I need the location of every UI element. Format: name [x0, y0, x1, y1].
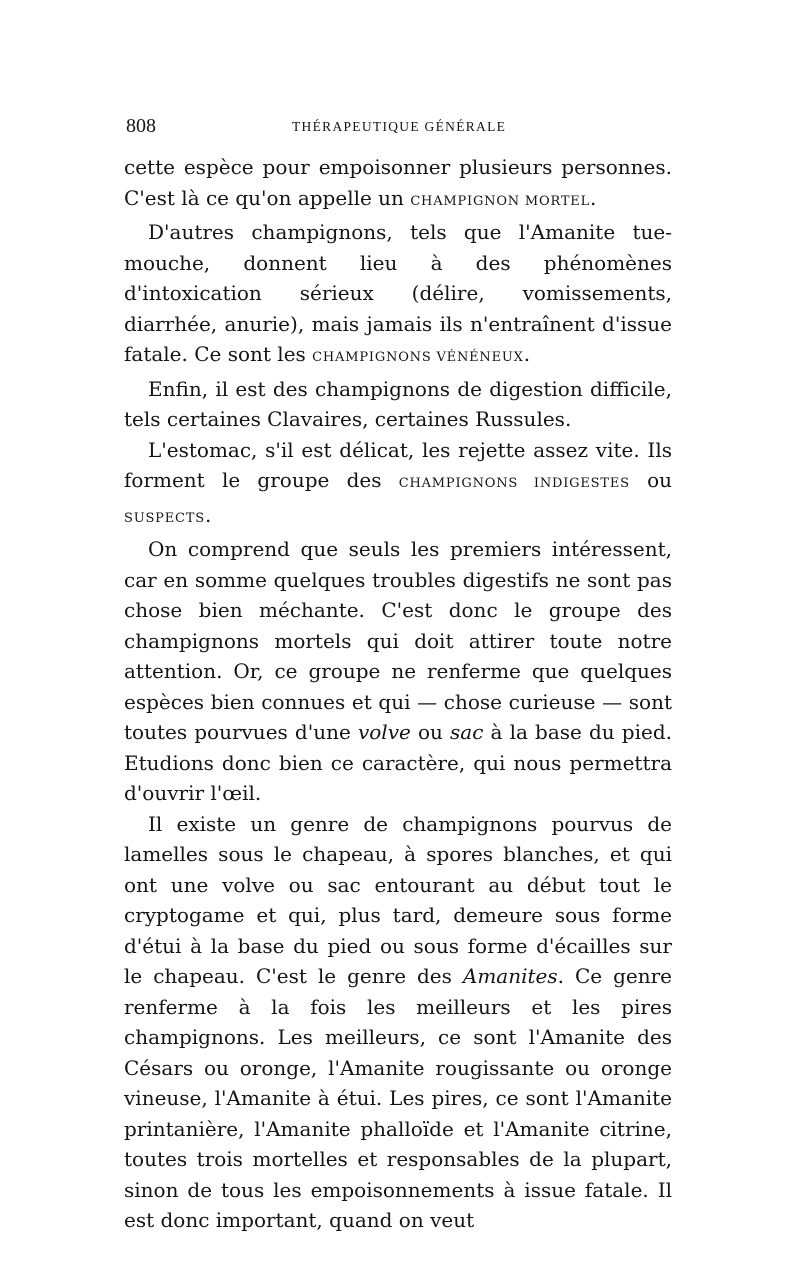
page-number: 808 [126, 115, 156, 137]
paragraph-1 [124, 152, 672, 217]
term-champignon-mortel: CHAMPIGNON MORTEL [410, 193, 591, 209]
paragraph-4-text: L'estomac, s'il est délicat, les rejette assez vite. Ils forment le groupe des [124, 437, 672, 492]
paragraph-3 [124, 374, 672, 435]
paragraph-6-text: Il existe un genre de champignons pourvus de lamelles sous le chapeau, à spores blanches, et qui ont une volve ou sac entourant au début tout le cryptogame et qui, plus tard, demeure sous forme d'étui à la base du pied ou sous forme d'écailles sur le chapeau. C'est le genre des [124, 811, 672, 988]
term-volve: volve [357, 720, 411, 744]
paragraph-4-end: . [204, 502, 212, 527]
paragraph-5-mid: ou [410, 720, 451, 744]
running-title: THÉRAPEUTIQUE GÉNÉRALE [292, 119, 507, 134]
paragraph-3-text: Enfin, il est des champignons de digestion difficile, tels certaines Clavaires, certaines Russules. [124, 376, 672, 431]
page-header [124, 112, 672, 140]
term-champignons-veneneux: CHAMPIGNONS VÉNÉNEUX [312, 350, 524, 365]
paragraph-6-end: . Ce genre renferme à la fois les meilleurs et les pires champignons. Les meilleurs, ce sont l'Amanite des Césars ou oronge, l'Amanite rougissante ou oronge vineuse, l'Amanite à étui. Les pires, ce sont l'Amanite printanière, l'Amanite phalloïde et l'Amanite citrine, toutes trois mortelles et responsables de la plupart, sinon de tous les empoisonnements à issue fatale. Il est donc important, quand on veut [124, 964, 672, 1232]
paragraph-1-end: . [590, 185, 597, 210]
paragraph-5 [124, 534, 672, 809]
term-amanites: Amanites [462, 964, 558, 988]
paragraph-2-end: . [523, 342, 531, 366]
book-page [124, 112, 672, 1236]
term-champignons-indigestes: CHAMPIGNONS INDIGESTES [398, 476, 630, 491]
body-text [124, 152, 672, 1236]
paragraph-6 [124, 809, 672, 1236]
term-suspects: SUSPECTS [124, 510, 205, 526]
paragraph-5-end: à la base du pied. Etudions donc bien ce caractère, qui nous permettra d'ouvrir l'œil. [124, 720, 672, 805]
paragraph-2-text: D'autres champignons, tels que l'Amanite tue-mouche, donnent lieu à des phénomènes d'intoxication sérieux (délire, vomissements, diarrhée, anurie), mais jamais ils n'entraînent d'issue fatale. Ce sont les [124, 220, 672, 366]
paragraph-1-text: cette espèce pour empoisonner plusieurs personnes. C'est là ce qu'on appelle un [124, 155, 672, 210]
paragraph-4 [124, 435, 672, 535]
term-sac: sac [450, 720, 484, 744]
paragraph-5-text: On comprend que seuls les premiers intéressent, car en somme quelques troubles digestifs ne sont pas chose bien méchante. C'est donc le groupe des champignons mortels qui doit attirer toute notre attention. Or, ce groupe ne renferme que quelques espèces bien connues et qui — chose curieuse — sont toutes pourvues d'une [124, 537, 672, 744]
paragraph-4-mid: ou [629, 468, 672, 492]
paragraph-2 [124, 217, 672, 374]
